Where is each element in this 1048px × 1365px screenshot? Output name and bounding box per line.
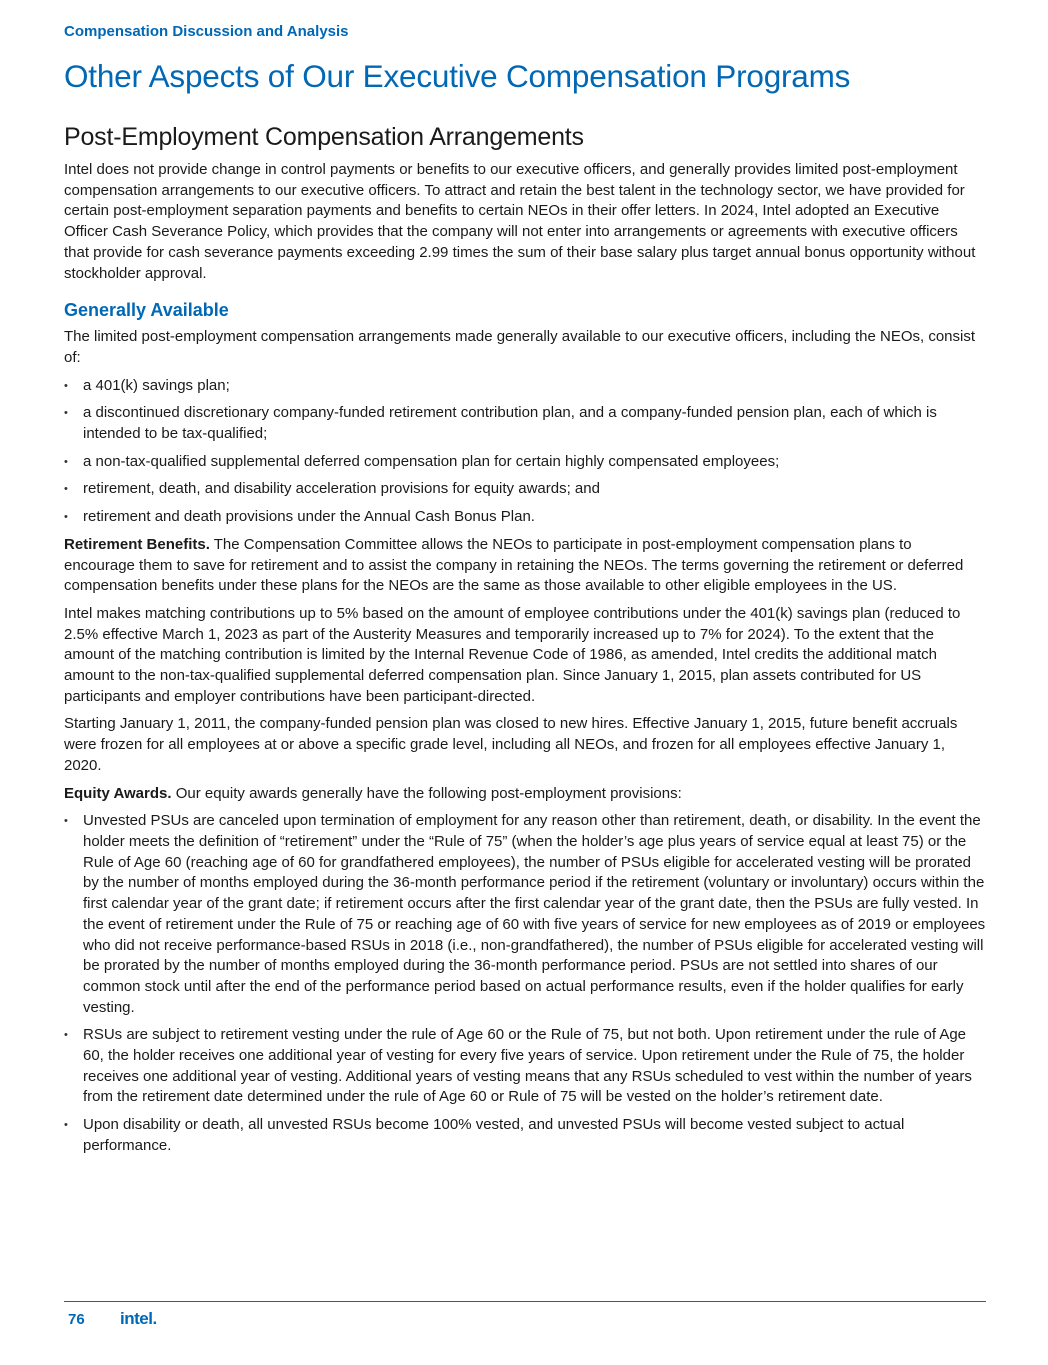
page-title: Other Aspects of Our Executive Compensation Programs [64,58,851,94]
list-item: • a discontinued discretionary company-funded retirement contribution plan, and a company-funded pension plan, each of which is intended to be tax-qualified; [64,403,986,444]
list-item: • Upon disability or death, all unvested RSUs become 100% vested, and unvested PSUs will become vested subject to actual performance. [64,1115,986,1156]
footer-divider [64,1301,986,1302]
equity-awards-text: Our equity awards generally have the following post-employment provisions: [171,784,682,802]
retirement-benefits-paragraph [64,535,986,597]
equity-awards-paragraph [64,784,986,805]
page-number: 76 [68,1311,85,1328]
section-label: Compensation Discussion and Analysis [64,23,349,40]
retirement-benefits-lead: Retirement Benefits. [64,535,210,553]
matching-contributions-paragraph: Intel makes matching contributions up to 5% based on the amount of employee contributions under the 401(k) savings plan (reduced to 2.5% effective March 1, 2023 as part of the Austerity Measures and temporarily increased up to 7% for 2024). To the extent that the amount of the matching contribution is limited by the Internal Revenue Code of 1986, as amended, Intel credits the additional match amount to the non-tax-qualified supplemental deferred compensation plan. Since January 1, 2015, plan assets contributed for US participants and employer contributions have been participant-directed. [64,604,961,705]
list-item: • Unvested PSUs are canceled upon termination of employment for any reason other than retirement, death, or disability. In the event the holder meets the definition of “retirement” under the “Rule of 75” (when the holder’s age plus years of service equal at least 75) or the Rule of Age 60 (reaching age of 60 for grandfathered employees), the number of PSUs eligible for accelerated vesting will be prorated by the number of months employed during the 36-month performance period if the retirement (voluntary or involuntary) occurs within the first calendar year of the grant date; if retirement occurs after the first calendar year of the grant date, then the PSUs are fully vested. In the event of retirement under the Rule of 75 or reaching age of 60 with five years of service for new employees as of 2019 or employees who did not receive performance-based RSUs in 2018 (i.e., non-grandfathered), the number of PSUs eligible for accelerated vesting will be prorated by the number of months employed during the 36-month performance period. PSUs are not settled into shares of our common stock until after the end of the performance period based on actual performance results, even if the holder qualifies for early vesting. [64,811,986,1018]
generally-available-heading: Generally Available [64,300,229,321]
list-item: • retirement, death, and disability acceleration provisions for equity awards; and [64,479,986,500]
list-item: • retirement and death provisions under the Annual Cash Bonus Plan. [64,507,986,528]
generally-available-intro: The limited post-employment compensation arrangements made generally available to our executive officers, including the NEOs, consist of: [64,328,976,366]
generally-available-list [64,376,986,528]
retirement-benefits-text: The Compensation Committee allows the NEOs to participate in post-employment compensation plans to encourage them to save for retirement and to assist the company in retaining the NEOs. The terms governing the retirement or deferred compensation benefits under these plans for the NEOs are the same as those available to other eligible employees in the US. [64,535,964,595]
content [64,123,986,1164]
post-employment-intro: Intel does not provide change in control payments or benefits to our executive officers, and generally provides limited post-employment compensation arrangements to our executive officers. To attract and retain the best talent in the technology sector, we have provided for certain post-employment separation payments and benefits to certain NEOs in their offer letters. In 2024, Intel adopted an Executive Officer Cash Severance Policy, which provides that the company will not enter into arrangements or agreements with executive officers that provide for cash severance payments exceeding 2.99 times the sum of their base salary plus target annual bonus opportunity without stockholder approval. [64,161,976,282]
list-item: • a 401(k) savings plan; [64,376,986,397]
equity-awards-list [64,811,986,1156]
post-employment-heading: Post-Employment Compensation Arrangements [64,123,584,151]
equity-awards-lead: Equity Awards. [64,784,172,802]
intel-logo: intel. [120,1309,157,1328]
list-item: • RSUs are subject to retirement vesting under the rule of Age 60 or the Rule of 75, but not both. Upon retirement under the rule of Age 60, the holder receives one additional year of vesting for every five years of service. Upon retirement under the Rule of 75, the holder receives one additional year of vesting. Additional years of vesting means that any RSUs scheduled to vest within the number of years from the retirement date determined under the rule of Age 60 or Rule of 75 will be vested on the holder’s retirement date. [64,1025,986,1108]
list-item: • a non-tax-qualified supplemental deferred compensation plan for certain highly compensated employees; [64,452,986,473]
pension-plan-paragraph: Starting January 1, 2011, the company-funded pension plan was closed to new hires. Effective January 1, 2015, future benefit accruals were frozen for all employees at or above a specific grade level, including all NEOs, and frozen for all employees effective January 1, 2020. [64,715,958,774]
